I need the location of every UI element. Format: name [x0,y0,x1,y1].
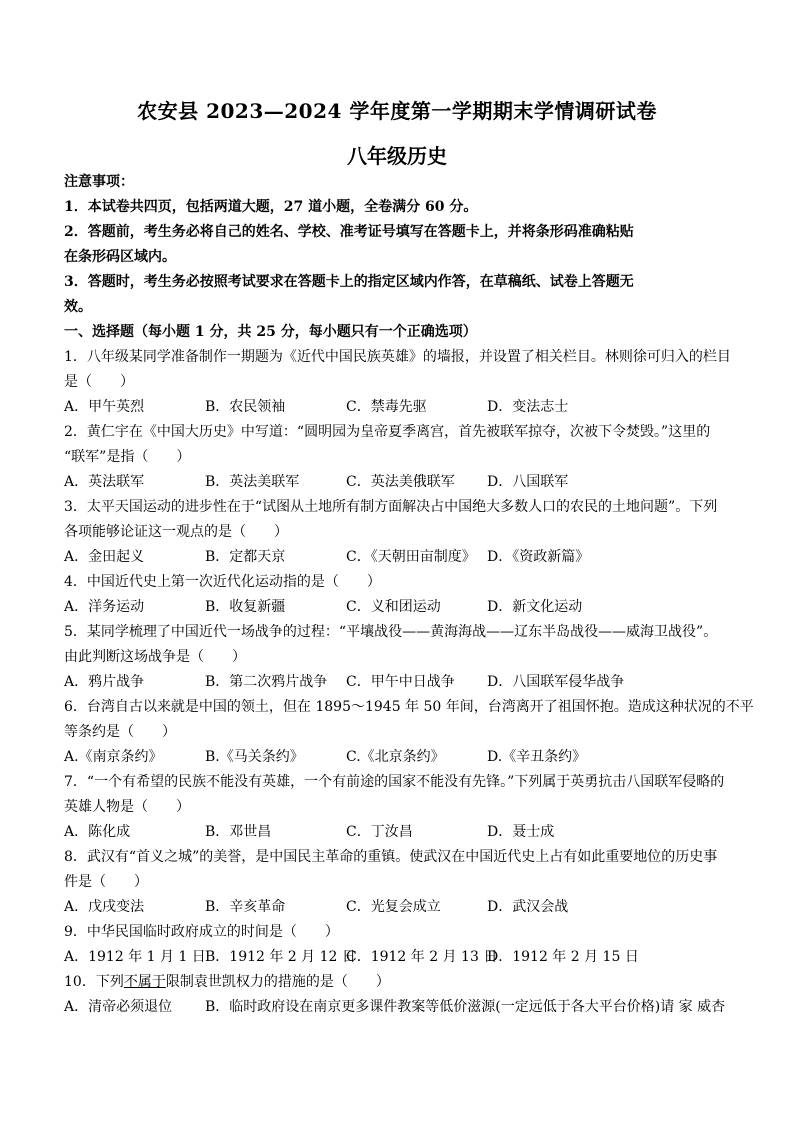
option-b: B．收复新疆 [205,599,286,615]
option-d: D．八国联军侵华战争 [487,674,625,690]
option-c: C．1912 年 2 月 13 日 [346,949,498,965]
option-a: A．英法联军 [64,474,145,490]
notice-item: 在条形码区域内。 [64,249,176,265]
q10-underlined: 不属于 [123,974,166,990]
question-stem: “联军”是指（ ） [64,449,191,465]
option-d: D.《辛丑条约》 [487,749,587,765]
question-stem: 由此判断这场战争是（ ） [64,649,246,665]
option-b: B．第二次鸦片战争 [205,674,328,690]
question-options [64,670,732,695]
question-options [64,470,732,495]
question-stem: 是（ ） [64,374,134,390]
option-a: A．鸦片战争 [64,674,145,690]
option-a: A．甲午英烈 [64,399,145,415]
question-options [64,395,732,420]
question-stem: 8．武汉有“首义之城”的美誉，是中国民主革命的重镇。使武汉在中国近代史上占有如此重要地位的历史事 [64,849,718,865]
question-stem: 英雄人物是（ ） [64,799,190,815]
option-d: D．1912 年 2 月 15 日 [487,949,639,965]
option-a: A.《南京条约》 [64,749,163,765]
question-options [64,995,732,1020]
question-stem: 等条约是（ ） [64,724,176,740]
question-options [64,895,732,920]
question-options [64,945,732,970]
exam-title: 农安县 2023—2024 学年度第一学期期末学情调研试卷 [137,99,657,123]
option-d: D．武汉会战 [487,899,569,915]
option-b: B．1912 年 2 月 12 日 [205,949,356,965]
q10-prefix: 10．下列 [64,974,124,990]
section-heading: 一、选择题（每小题 1 分，共 25 分，每小题只有一个正确选项） [64,324,477,340]
option-a: A．金田起义 [64,549,145,565]
option-b: B．英法美联军 [205,474,300,490]
option-d: D．新文化运动 [487,599,583,615]
option-c: C．甲午中日战争 [346,674,455,690]
option-d: D．八国联军 [487,474,569,490]
question-stem: 各项能够论证这一观点的是（ ） [64,524,288,540]
question-options [64,745,732,770]
option-b: B．临时政府设在南京更多课件教案等低价滋源(一定远低于各大平台价格)请 家 威杏 [205,999,726,1015]
option-b: B．农民领袖 [205,399,286,415]
option-a: A．1912 年 1 月 1 日 [64,949,206,965]
notice-item: 2．答题前，考生务必将自己的姓名、学校、准考证号填写在答题卡上，并将条形码准确粘贴 [64,224,634,240]
question-stem: 9．中华民国临时政府成立的时间是（ ） [64,924,339,940]
option-c: C．丁汝昌 [346,824,413,840]
option-b: B．定都天京 [205,549,286,565]
question-options [64,595,732,620]
q10-suffix: 限制袁世凯权力的措施的是（ ） [165,974,390,990]
option-b: B.《马关条约》 [205,749,304,765]
question-stem: 件是（ ） [64,874,148,890]
option-a: A．陈化成 [64,824,131,840]
question-stem: 4．中国近代史上第一次近代化运动指的是（ ） [64,574,381,590]
option-a: A．清帝必须退位 [64,999,173,1015]
question-stem: 5．某同学梳理了中国近代一场战争的过程：“平壤战役——黄海海战——辽东半岛战役——威海卫战役”。 [64,624,718,640]
option-c: C.《北京条约》 [346,749,445,765]
option-d: D．变法志士 [487,399,569,415]
option-c: C．禁毒先驱 [346,399,427,415]
notice-item: 3．答题时，考生务必按照考试要求在答题卡上的指定区域内作答，在草稿纸、试卷上答题无 [64,274,634,290]
question-stem: 3．太平天国运动的进步性在于“试图从土地所有制方面解决占中国绝大多数人口的农民的土地问题”。下列 [64,499,718,515]
question-stem: 1．八年级某同学准备制作一期题为《近代中国民族英雄》的墙报，并设置了相关栏目。林则徐可归入的栏目 [64,349,731,365]
question-options [64,545,732,570]
question-stem: 6．台湾自古以来就是中国的领土，但在 1895～1945 年 50 年间，台湾离开了祖国怀抱。造成这种状况的不平 [64,699,754,715]
question-options [64,820,732,845]
option-c: C．义和团运动 [346,599,441,615]
question-stem: 7．“一个有希望的民族不能没有英雄，一个有前途的国家不能没有先锋。”下列属于英勇抗击八国联军侵略的 [64,774,725,790]
option-b: B．邓世昌 [205,824,272,840]
option-c: C．《天朝田亩制度》 [346,549,476,565]
exam-subtitle: 八年级历史 [347,144,447,168]
option-a: A．戊戌变法 [64,899,145,915]
question-stem [64,970,732,995]
question-stem: 2．黄仁宇在《中国大历史》中写道：“圆明园为皇帝夏季离宫，首先被联军掠夺，次被下令焚毁。”这里的 [64,424,711,440]
notice-item: 1．本试卷共四页，包括两道大题，27 道小题，全卷满分 60 分。 [64,199,478,215]
notice-heading: 注意事项： [64,174,134,190]
option-c: C．英法美俄联军 [346,474,455,490]
option-d: D．《资政新篇》 [487,549,590,565]
notice-item: 效。 [64,299,92,315]
option-d: D．聂士成 [487,824,555,840]
exam-body [64,170,754,1020]
option-b: B．辛亥革命 [205,899,286,915]
option-c: C．光复会成立 [346,899,441,915]
option-a: A．洋务运动 [64,599,145,615]
